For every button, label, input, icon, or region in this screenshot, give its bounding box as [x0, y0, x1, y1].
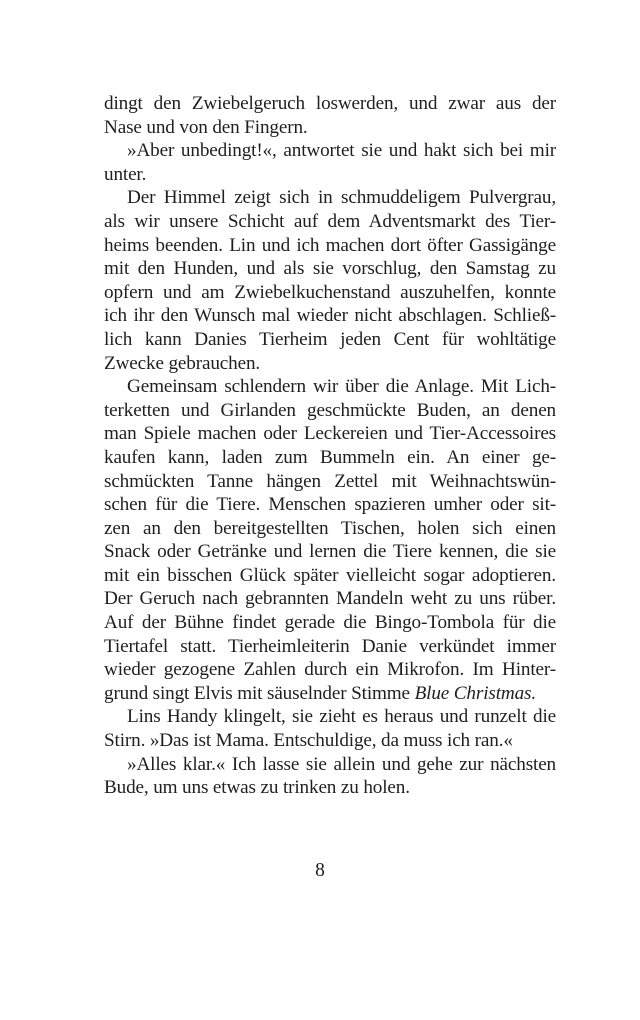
text-line: Der Himmel zeigt sich in schmuddeligem Pulvergrau, [127, 187, 556, 209]
paragraph [104, 753, 556, 800]
page-number: 8 [315, 860, 325, 881]
text-line: kaufen kann, laden zum Bummeln ein. An einer ge- [104, 446, 556, 468]
text-line: Zwecke gebrauchen. [104, 352, 261, 374]
text-line: mit den Hunden, und als sie vorschlug, den Samstag zu [104, 258, 556, 280]
text-line: »Aber unbedingt!«, antwortet sie und hakt sich bei mir [127, 140, 556, 162]
text-line: schen für die Tiere. Menschen spazieren umher oder sit- [104, 494, 556, 516]
text-line: wieder gezogene Zahlen durch ein Mikrofon. Im Hinter- [104, 659, 556, 681]
text-line: Gemeinsam schlendern wir über die Anlage. Mit Lich- [127, 376, 556, 398]
paragraph [104, 139, 556, 186]
text-line: ich ihr den Wunsch mal wieder nicht abschlagen. Schließ- [104, 305, 556, 327]
text-line: Stirn. »Das ist Mama. Entschuldige, da muss ich ran.« [104, 730, 513, 752]
text-line: unter. [104, 163, 147, 185]
text-line [104, 682, 556, 706]
text-line: Nase und von den Fingern. [104, 116, 308, 138]
text-line: »Alles klar.« Ich lasse sie allein und gehe zur nächsten [127, 753, 556, 775]
text-line: Lins Handy klingelt, sie zieht es heraus und runzelt die [127, 706, 556, 728]
paragraph [104, 186, 556, 375]
text-line: als wir unsere Schicht auf dem Adventsmarkt des Tier- [104, 210, 556, 232]
text-line: dingt den Zwiebelgeruch loswerden, und zwar aus der [104, 93, 556, 114]
song-title-italic: Blue Christmas. [414, 682, 536, 704]
text-line: Der Geruch nach gebrannten Mandeln weht zu uns rüber. [104, 588, 556, 610]
text-line: Tiertafel statt. Tierheimleiterin Danie verkündet immer [104, 635, 556, 657]
paragraph [104, 92, 556, 139]
text-line: Snack oder Getränke und lernen die Tiere kennen, die sie [104, 541, 556, 563]
text-line: Auf der Bühne findet gerade die Bingo-Tombola für die [104, 612, 556, 634]
text-line: lich kann Danies Tierheim jeden Cent für wohltätige [104, 328, 556, 350]
text-line: zen an den bereitgestellten Tischen, holen sich einen [104, 517, 556, 539]
text-line: mit ein bisschen Glück später vielleicht sogar adoptieren. [104, 564, 556, 586]
text-line: heims beenden. Lin und ich machen dort öfter Gassigänge [104, 234, 556, 256]
text-line: Bude, um uns etwas zu trinken zu holen. [104, 777, 410, 799]
paragraph [104, 705, 556, 752]
body-text [104, 92, 556, 800]
text-line: opfern und am Zwiebelkuchenstand auszuhelfen, konnte [104, 281, 556, 303]
text-line: terketten und Girlanden geschmückte Buden, an denen [104, 399, 556, 421]
text-line: man Spiele machen oder Leckereien und Tier-Accessoires [104, 423, 556, 445]
paragraph [104, 375, 556, 705]
text-line: schmückten Tanne hängen Zettel mit Weihnachtswün- [104, 470, 556, 492]
text-fragment: grund singt Elvis mit säuselnder Stimme [104, 682, 415, 704]
